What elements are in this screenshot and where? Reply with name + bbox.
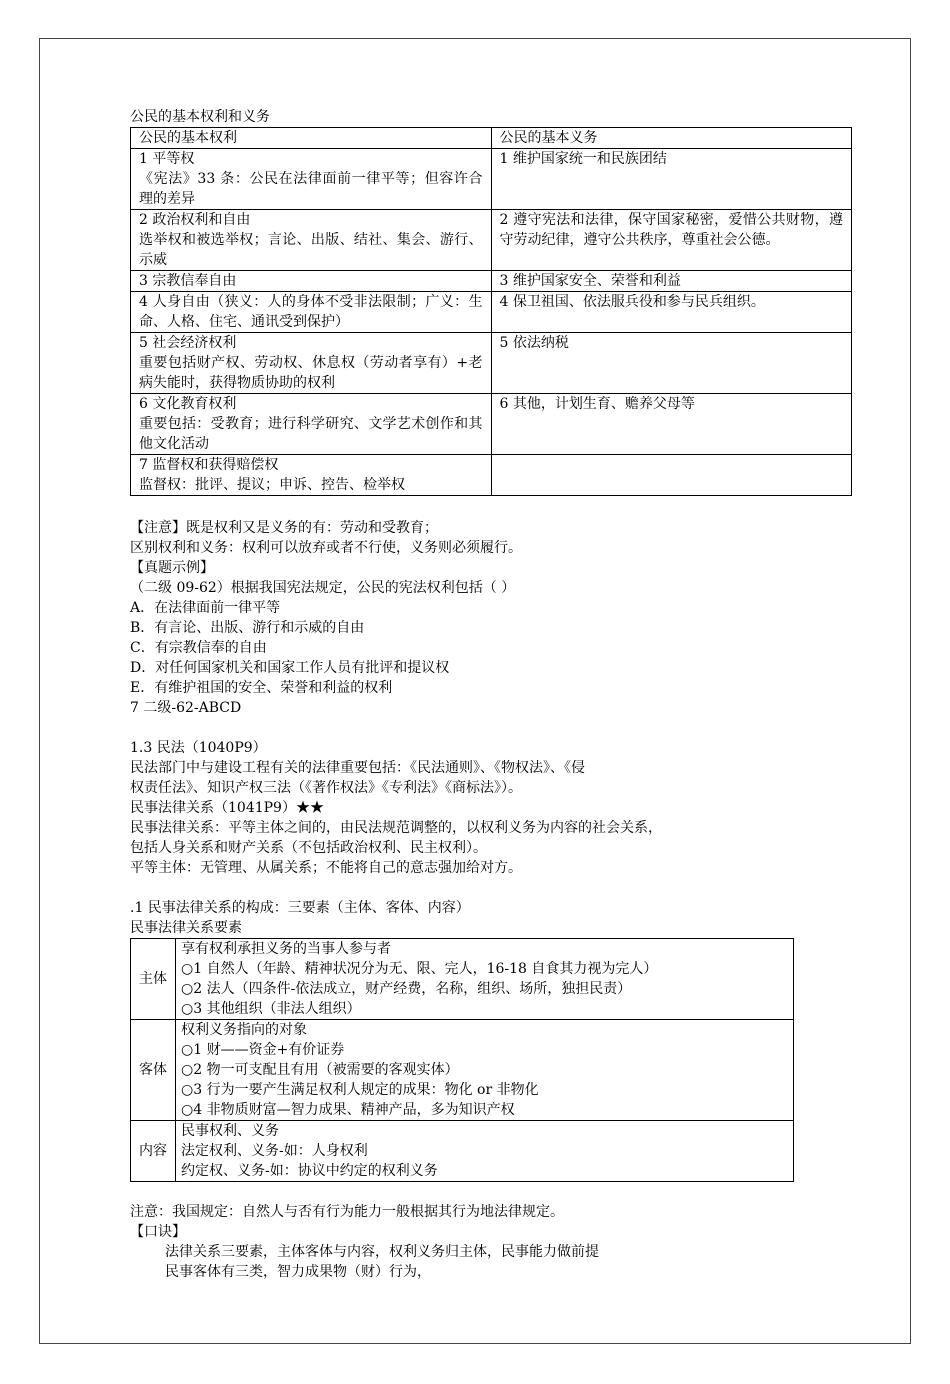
text-line: 民法部门中与建设工程有关的法律重要包括：《民法通则》、《物权法》、《侵 bbox=[130, 760, 585, 776]
element-label: 内容 bbox=[131, 1121, 176, 1182]
note-line: A．在法律面前一律平等 bbox=[130, 600, 281, 616]
cell-text: 2 政治权利和自由 bbox=[139, 212, 251, 228]
element-line: ○1 财——资金+有价证券 bbox=[181, 1042, 345, 1058]
element-line: 约定权、义务-如：协议中约定的权利义务 bbox=[181, 1163, 438, 1179]
table-row bbox=[131, 149, 852, 210]
cell-text: 3 宗教信奉自由 bbox=[139, 273, 237, 289]
duty-cell bbox=[491, 333, 852, 394]
duty-cell bbox=[491, 210, 852, 271]
element-body bbox=[176, 939, 794, 1020]
element-body bbox=[176, 1020, 794, 1121]
duty-cell bbox=[491, 394, 852, 455]
cell-text: 6 文化教育权利 bbox=[139, 396, 237, 412]
element-row bbox=[131, 939, 794, 1020]
cell-text: 2 遵守宪法和法律，保守国家秘密，爱惜公共财物，遵守劳动纪律，遵守公共秩序，尊重社会公德。 bbox=[499, 212, 843, 248]
note-line: 区别权利和义务：权利可以放弃或者不行使，义务则必须履行。 bbox=[130, 540, 522, 556]
right-cell bbox=[131, 149, 492, 210]
duty-cell bbox=[491, 271, 852, 292]
element-row bbox=[131, 1121, 794, 1182]
duty-cell bbox=[491, 292, 852, 333]
elements-table bbox=[130, 938, 794, 1182]
table-row bbox=[131, 455, 852, 496]
element-line: 享有权利承担义务的当事人参与者 bbox=[181, 941, 391, 957]
text-line: 权责任法》、知识产权三法（《著作权法》《专利法》《商标法》）。 bbox=[130, 780, 522, 796]
cell-text: 1 平等权 bbox=[139, 151, 195, 167]
duty-cell bbox=[491, 455, 852, 496]
cell-text: 5 依法纳税 bbox=[499, 335, 569, 351]
cell-text: 6 其他，计划生育、赡养父母等 bbox=[499, 396, 695, 412]
right-cell bbox=[131, 271, 492, 292]
element-line: ○3 行为一要产生满足权利人规定的成果：物化 or 非物化 bbox=[181, 1082, 539, 1098]
right-cell bbox=[131, 210, 492, 271]
note-line: 【注意】既是权利又是义务的有：劳动和受教育； bbox=[130, 520, 438, 536]
element-body bbox=[176, 1121, 794, 1182]
composition-heading: .1 民事法律关系的构成：三要素（主体、客体、内容） bbox=[130, 900, 470, 916]
element-line: 民事权利、义务 bbox=[181, 1123, 279, 1139]
header-rights: 公民的基本权利 bbox=[131, 128, 492, 149]
text-line: 1.3 民法（1040P9） bbox=[130, 740, 267, 756]
table-row bbox=[131, 394, 852, 455]
note-line: （二级 09-62）根据我国宪法规定，公民的宪法权利包括（ ） bbox=[130, 580, 516, 596]
right-cell bbox=[131, 455, 492, 496]
element-line: ○3 其他组织（非法人组织） bbox=[181, 1001, 361, 1017]
element-label: 客体 bbox=[131, 1020, 176, 1121]
cell-text: 重要包括：受教育；进行科学研究、文学艺术创作和其他文化活动 bbox=[139, 416, 483, 452]
element-label: 主体 bbox=[131, 939, 176, 1020]
element-line: ○2 物一可支配且有用（被需要的客观实体） bbox=[181, 1062, 459, 1078]
table-row bbox=[131, 292, 852, 333]
element-line: 法定权利、义务-如：人身权利 bbox=[181, 1143, 368, 1159]
cell-text: 重要包括财产权、劳动权、休息权（劳动者享有）+老病失能时，获得物质协助的权利 bbox=[139, 355, 483, 391]
element-row bbox=[131, 1020, 794, 1121]
mnemonic-line: 法律关系三要素，主体客体与内容，权利义务归主体，民事能力做前提 bbox=[165, 1244, 599, 1260]
note-line: E．有维护祖国的安全、荣誉和利益的权利 bbox=[130, 680, 393, 696]
cell-text: 3 维护国家安全、荣誉和利益 bbox=[499, 273, 681, 289]
cell-text: 7 监督权和获得赔偿权 bbox=[139, 457, 279, 473]
note-line: B．有言论、出版、游行和示威的自由 bbox=[130, 620, 365, 636]
text-line: 民事法律关系：平等主体之间的，由民法规范调整的，以权利义务为内容的社会关系， bbox=[130, 820, 662, 836]
cell-text bbox=[500, 455, 844, 475]
table-row bbox=[131, 333, 852, 394]
right-cell bbox=[131, 292, 492, 333]
table-header-row bbox=[131, 128, 852, 149]
table-row bbox=[131, 271, 852, 292]
cell-text: 监督权：批评、提议；申诉、控告、检举权 bbox=[139, 477, 405, 493]
right-cell bbox=[131, 333, 492, 394]
cell-text: 4 人身自由（狭义：人的身体不受非法限制；广义：生命、人格、住宅、通讯受到保护） bbox=[139, 294, 483, 330]
elements-table-title: 民事法律关系要素 bbox=[130, 920, 242, 936]
text-line: 平等主体：无管理、从属关系；不能将自己的意志强加给对方。 bbox=[130, 860, 522, 876]
cell-text: 选举权和被选举权；言论、出版、结社、集会、游行、示威 bbox=[139, 232, 483, 268]
note-line: 注意：我国规定：自然人与否有行为能力一般根据其行为地法律规定。 bbox=[130, 1204, 564, 1220]
header-duties: 公民的基本义务 bbox=[491, 128, 852, 149]
cell-text: 5 社会经济权利 bbox=[139, 335, 237, 351]
element-line: ○2 法人（四条件-依法成立，财产经费，名称，组织、场所，独担民责） bbox=[181, 981, 632, 997]
element-line: 权利义务指向的对象 bbox=[181, 1022, 307, 1038]
civil-law-section bbox=[130, 738, 850, 878]
text-line: 民事法律关系（1041P9）★★ bbox=[130, 800, 324, 816]
mnemonic-title: 【口诀】 bbox=[130, 1224, 186, 1240]
element-line: ○1 自然人（年龄、精神状况分为无、限、完人，16-18 自食其力视为完人） bbox=[181, 961, 658, 977]
cell-text: 《宪法》33 条：公民在法律面前一律平等；但容许合理的差异 bbox=[139, 171, 483, 207]
table-row bbox=[131, 210, 852, 271]
text-line: 包括人身关系和财产关系（不包括政治权利、民主权利）。 bbox=[130, 840, 487, 856]
rights-duties-table bbox=[130, 127, 852, 496]
right-cell bbox=[131, 394, 492, 455]
note-line: D．对任何国家机关和国家工作人员有批评和提议权 bbox=[130, 660, 450, 676]
section-title: 公民的基本权利和义务 bbox=[130, 109, 270, 125]
cell-text: 1 维护国家统一和民族团结 bbox=[499, 151, 667, 167]
mnemonic-line: 民事客体有三类，智力成果物（财）行为， bbox=[165, 1264, 431, 1280]
document-content bbox=[130, 107, 850, 1282]
note-line: C．有宗教信奉的自由 bbox=[130, 640, 267, 656]
duty-cell bbox=[491, 149, 852, 210]
note-line: 7 二级-62-ABCD bbox=[130, 700, 242, 716]
cell-text: 4 保卫祖国、依法服兵役和参与民兵组织。 bbox=[499, 294, 765, 310]
note-line: 【真题示例】 bbox=[130, 560, 214, 576]
notes-section bbox=[130, 518, 850, 718]
mnemonic-lines bbox=[130, 1242, 850, 1282]
element-line: ○4 非物质财富—智力成果、精神产品，多为知识产权 bbox=[181, 1102, 515, 1118]
